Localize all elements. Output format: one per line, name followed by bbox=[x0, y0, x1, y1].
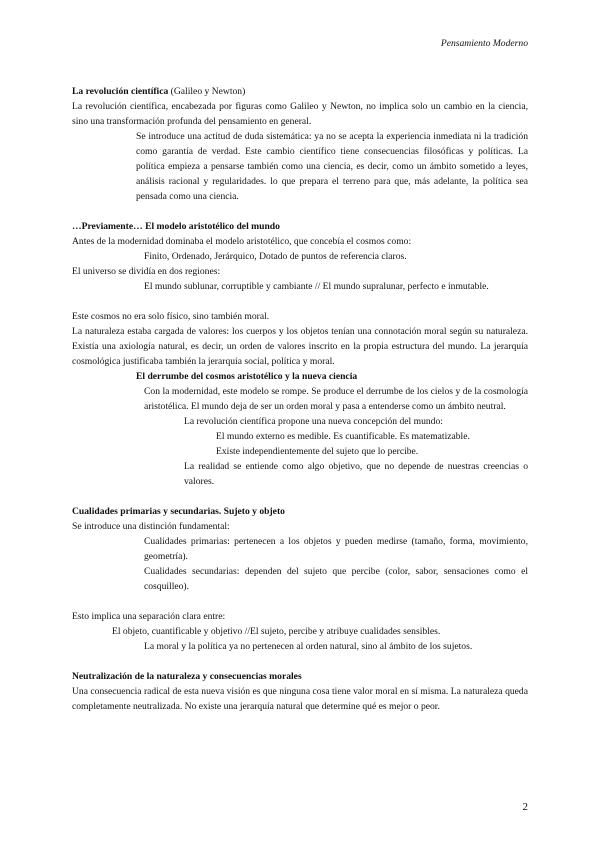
paragraph: Este cosmos no era solo físico, sino también moral. bbox=[72, 311, 270, 322]
section-heading bbox=[72, 84, 528, 99]
list-line: El mundo externo es medible. Es cuantificable. Es matematizable. bbox=[216, 431, 470, 442]
paragraph: Antes de la modernidad dominaba el modelo aristotélico, que concebía el cosmos como: bbox=[72, 236, 412, 247]
list-line: El objeto, cuantificable y objetivo //El sujeto, percibe y atribuye cualidades sensibles. bbox=[112, 626, 441, 637]
list-line: El mundo sublunar, corruptible y cambiante // El mundo supralunar, perfecto e inmutable. bbox=[144, 281, 489, 292]
section-heading: Cualidades primarias y secundarias. Sujeto y objeto bbox=[72, 506, 285, 517]
paragraph-indented: La revolución científica propone una nueva concepción del mundo: bbox=[184, 416, 443, 427]
paragraph: Una consecuencia radical de esta nueva visión es que ninguna cosa tiene valor moral en sí misma. La naturaleza queda completamente neutralizada. No existe una jerarquía natural que determine qué es mejor o peor. bbox=[72, 686, 528, 712]
paragraph: La revolución científica, encabezada por figuras como Galileo y Newton, no implica solo un cambio en la ciencia, sino una transformación profunda del pensamiento en general. bbox=[72, 101, 528, 127]
list-line: Finito, Ordenado, Jerárquico, Dotado de puntos de referencia claros. bbox=[144, 251, 407, 262]
page-number: 2 bbox=[522, 801, 528, 813]
paragraph: Se introduce una distinción fundamental: bbox=[72, 521, 230, 532]
paragraph-indented: Con la modernidad, este modelo se rompe. Se produce el derrumbe de los cielos y de la cosmología aristotélica. El mundo deja de ser un orden moral y pasa a entenderse como un ámbito neutral. bbox=[144, 386, 528, 412]
section-heading: …Previamente… El modelo aristotélico del mundo bbox=[72, 221, 280, 232]
heading-rest: (Galileo y Newton) bbox=[168, 86, 246, 97]
list-line: Cualidades secundarias: dependen del sujeto que percibe (color, sabor, sensaciones como el cosquilleo). bbox=[144, 566, 528, 592]
list-line: Existe independientemente del sujeto que lo percibe. bbox=[216, 446, 419, 457]
paragraph-indented: La realidad se entiende como algo objetivo, que no depende de nuestras creencias o valores. bbox=[184, 461, 528, 487]
running-header: Pensamiento Moderno bbox=[440, 38, 528, 49]
page-body bbox=[72, 84, 528, 714]
heading-bold: La revolución científica bbox=[72, 86, 169, 97]
paragraph: Esto implica una separación clara entre: bbox=[72, 611, 226, 622]
list-line: Cualidades primarias: pertenecen a los objetos y pueden medirse (tamaño, forma, movimiento, geometría). bbox=[144, 536, 528, 562]
paragraph: El universo se dividía en dos regiones: bbox=[72, 266, 221, 277]
paragraph: La naturaleza estaba cargada de valores: los cuerpos y los objetos tenían una connotación moral según su naturaleza. Existía una axiología natural, es decir, un orden de valores inscrito en la propia estructura del mundo. La jerarquía cosmológica justificaba también la jerarquía social, política y moral. bbox=[72, 326, 528, 367]
section-heading: Neutralización de la naturaleza y consecuencias morales bbox=[72, 671, 302, 682]
subsection-heading: El derrumbe del cosmos aristotélico y la nueva ciencia bbox=[136, 371, 358, 382]
paragraph-indented: Se introduce una actitud de duda sistemática: ya no se acepta la experiencia inmediata ni la tradición como garantía de verdad. Este cambio científico tiene consecuencias filosóficas y políticas. La política empieza a pensarse también como una ciencia, es decir, como un ámbito sometido a leyes, análisis racional y regularidades. lo que prepara el terreno para que, más adelante, la política sea pensada como una ciencia. bbox=[136, 131, 528, 202]
list-line: La moral y la política ya no pertenecen al orden natural, sino al ámbito de los sujetos. bbox=[144, 641, 473, 652]
